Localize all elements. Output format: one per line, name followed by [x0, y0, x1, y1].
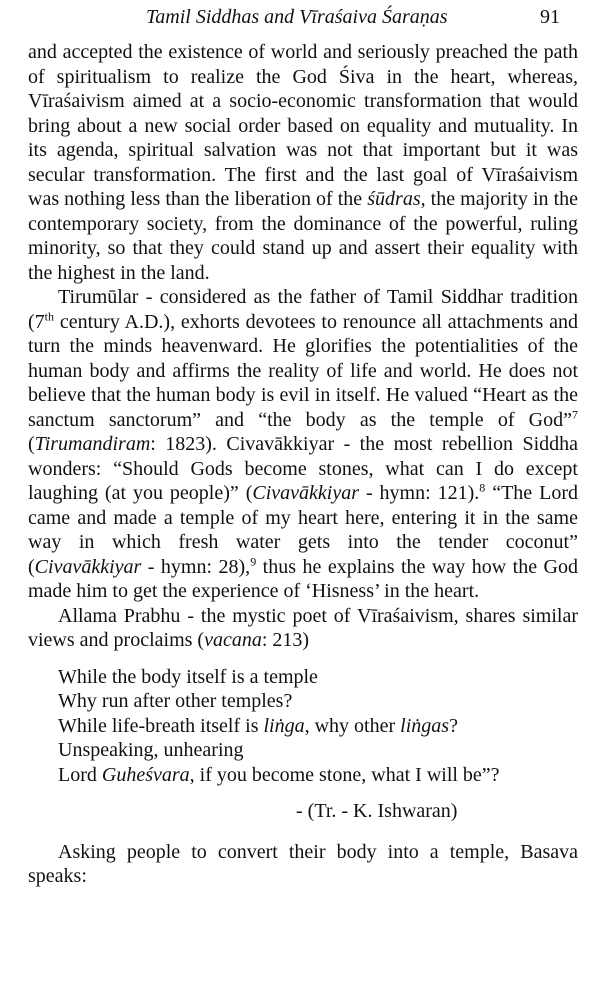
- text-run: - hymn: 121).: [359, 482, 480, 504]
- italic-term: liṅga: [263, 714, 305, 737]
- italic-term: śūdras: [367, 188, 421, 210]
- page-header: [0, 2, 600, 32]
- italic-title: Civavākkiyar: [34, 555, 142, 578]
- text-run: century A.D.), exhorts devotees to renounce all attachments and turn the minds heavenward. He glorifies the potentialities of the human body and affirms the reality of life and world. He does not believe that the human body is evil in itself. He valued “Heart as the sanctum sanctorum” and “the body as the temple of God”: [28, 310, 578, 431]
- italic-title: Tirumandiram: [34, 433, 151, 455]
- text-run: Lord: [58, 763, 102, 786]
- verse-line: [58, 714, 578, 739]
- verse-quote: [58, 665, 578, 788]
- text-run: thus he explains the way how the God made him to get the experience of ‘Hisness’ in the heart.: [28, 555, 578, 602]
- footnote-marker: 7: [572, 406, 578, 421]
- paragraph-4: Asking people to convert their body into a temple, Basava speaks:: [28, 840, 578, 887]
- text-run: “The Lord came and made a temple of my heart here, entering it in the same way in which fresh water gets into the tender coconut” (: [28, 482, 578, 578]
- page-number: 91: [540, 6, 560, 28]
- body-text: [28, 40, 578, 889]
- italic-term: vacana: [204, 629, 262, 651]
- italic-term: Guheśvara: [101, 763, 190, 786]
- verse-line: Unspeaking, unhearing: [58, 739, 244, 761]
- verse-line: [58, 763, 578, 788]
- text-run: Allama Prabhu - the mystic poet of Vīraśaivism, shares similar views and proclaims (: [28, 604, 578, 651]
- translator-attribution: - (Tr. - K. Ishwaran): [296, 800, 458, 822]
- paragraph-3: [28, 604, 578, 653]
- text-run: ?: [449, 714, 458, 737]
- text-run: While life-breath itself is: [58, 714, 264, 737]
- paragraph-2: [28, 285, 578, 604]
- italic-title: Civavākkiyar: [252, 482, 359, 504]
- footnote-marker: 8: [479, 480, 486, 495]
- paragraph-1: [28, 40, 578, 285]
- text-run: , the majority in the contemporary society, from the dominance of the powerful, ruling minority, so that they could stand up and assert their equality with the highest in the land.: [28, 188, 579, 284]
- running-title: Tamil Siddhas and Vīraśaiva Śaraṇas: [146, 6, 448, 28]
- text-run: , if you become stone, what I will be”?: [189, 763, 500, 786]
- text-run: : 213): [261, 629, 310, 651]
- verse-line: While the body itself is a temple: [58, 665, 318, 688]
- text-run: Tirumūlar - considered as the father of Tamil Siddhar tradition (7: [28, 286, 578, 333]
- text-run: - hymn: 28),: [141, 555, 251, 578]
- text-run: , why other: [304, 714, 401, 737]
- superscript: th: [44, 308, 55, 323]
- verse-line: Why run after other temples?: [58, 690, 293, 712]
- footnote-marker: 9: [250, 553, 257, 568]
- text-run: and accepted the existence of world and seriously preached the path of spiritualism to realize the God Śiva in the heart, whereas, Vīraśaivism aimed at a socio-economic transformation that would bring about a new social order based on equality and mutuality. In its agenda, spiritual salvation was not that important but it was secular transformation. The first and the last goal of Vīraśaivism was nothing less than the liberation of the: [28, 41, 578, 210]
- italic-term: liṅgas: [400, 714, 450, 737]
- text-run: : 1823). Civavākkiyar - the most rebellion Siddha wonders: “Should Gods become stones, what can I do except laughing (at you people)” (: [28, 433, 578, 504]
- text-run: (: [28, 433, 35, 455]
